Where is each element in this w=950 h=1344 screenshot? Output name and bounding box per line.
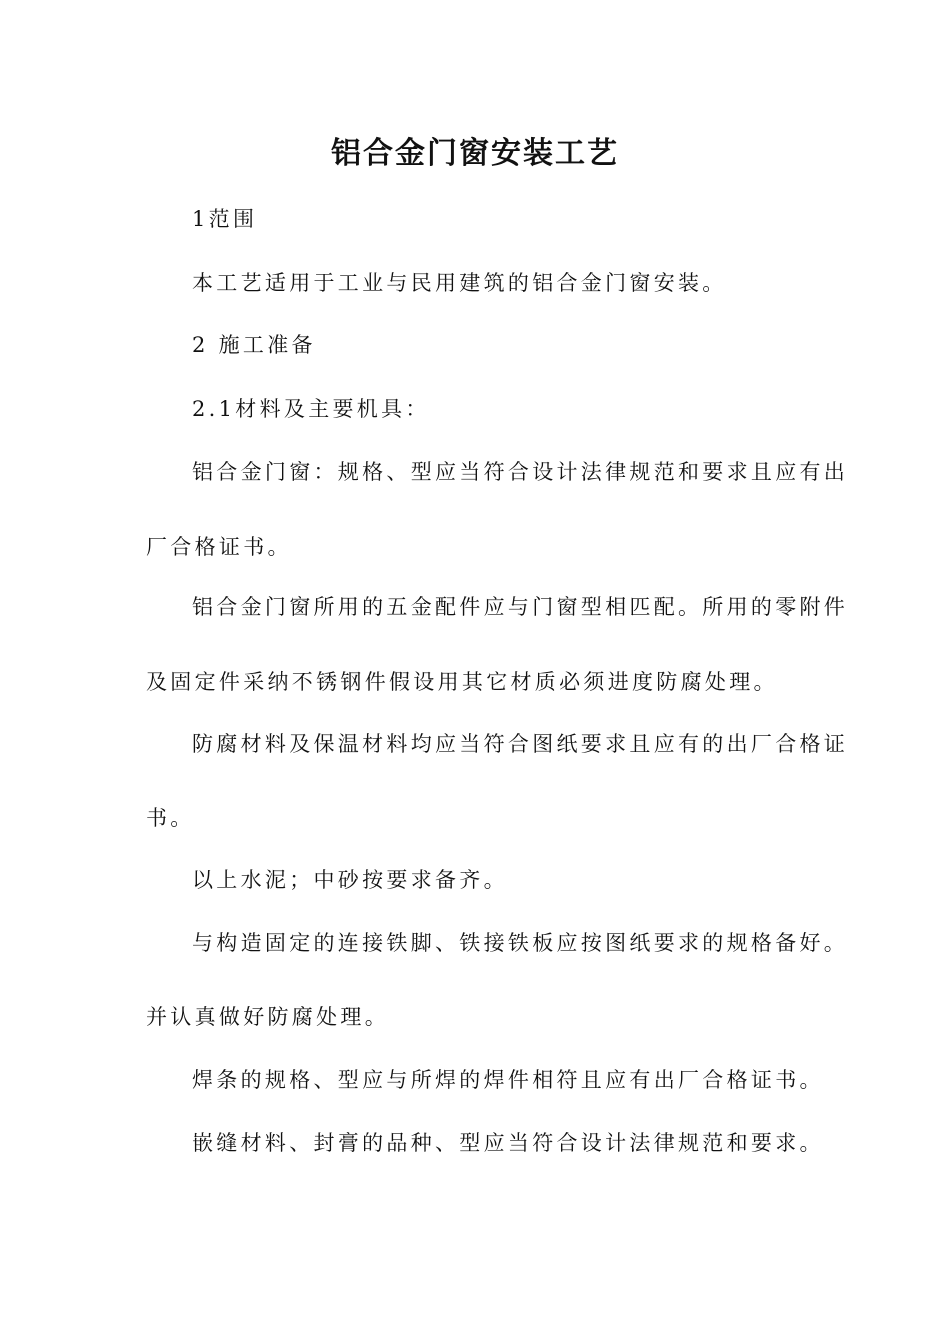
paragraph-line: 并认真做好防腐处理。 <box>146 1005 389 1029</box>
document-title: 铝合金门窗安装工艺 <box>331 136 619 171</box>
paragraph-line: 与构造固定的连接铁脚、铁接铁板应按图纸要求的规格备好。 <box>192 931 849 955</box>
paragraph-line: 厂合格证书。 <box>146 535 292 559</box>
subsection-heading-materials: 2.1材料及主要机具： <box>192 397 430 421</box>
paragraph-line: 嵌缝材料、封膏的品种、型应当符合设计法律规范和要求。 <box>192 1131 824 1155</box>
paragraph-line: 焊条的规格、型应与所焊的焊件相符且应有出厂合格证书。 <box>192 1068 824 1092</box>
paragraph-line: 铝合金门窗：规格、型应当符合设计法律规范和要求且应有出 <box>192 460 849 484</box>
paragraph-line: 铝合金门窗所用的五金配件应与门窗型相匹配。所用的零附件 <box>192 595 849 619</box>
section-heading-scope: 1范围 <box>192 207 258 231</box>
paragraph-line: 及固定件采纳不锈钢件假设用其它材质必须进度防腐处理。 <box>146 670 778 694</box>
paragraph-line: 以上水泥；中砂按要求备齐。 <box>192 868 508 892</box>
paragraph-line: 书。 <box>146 806 195 830</box>
paragraph-line: 本工艺适用于工业与民用建筑的铝合金门窗安装。 <box>192 271 727 295</box>
section-heading-preparation: 2 施工准备 <box>192 333 316 357</box>
paragraph-line: 防腐材料及保温材料均应当符合图纸要求且应有的出厂合格证 <box>192 732 849 756</box>
